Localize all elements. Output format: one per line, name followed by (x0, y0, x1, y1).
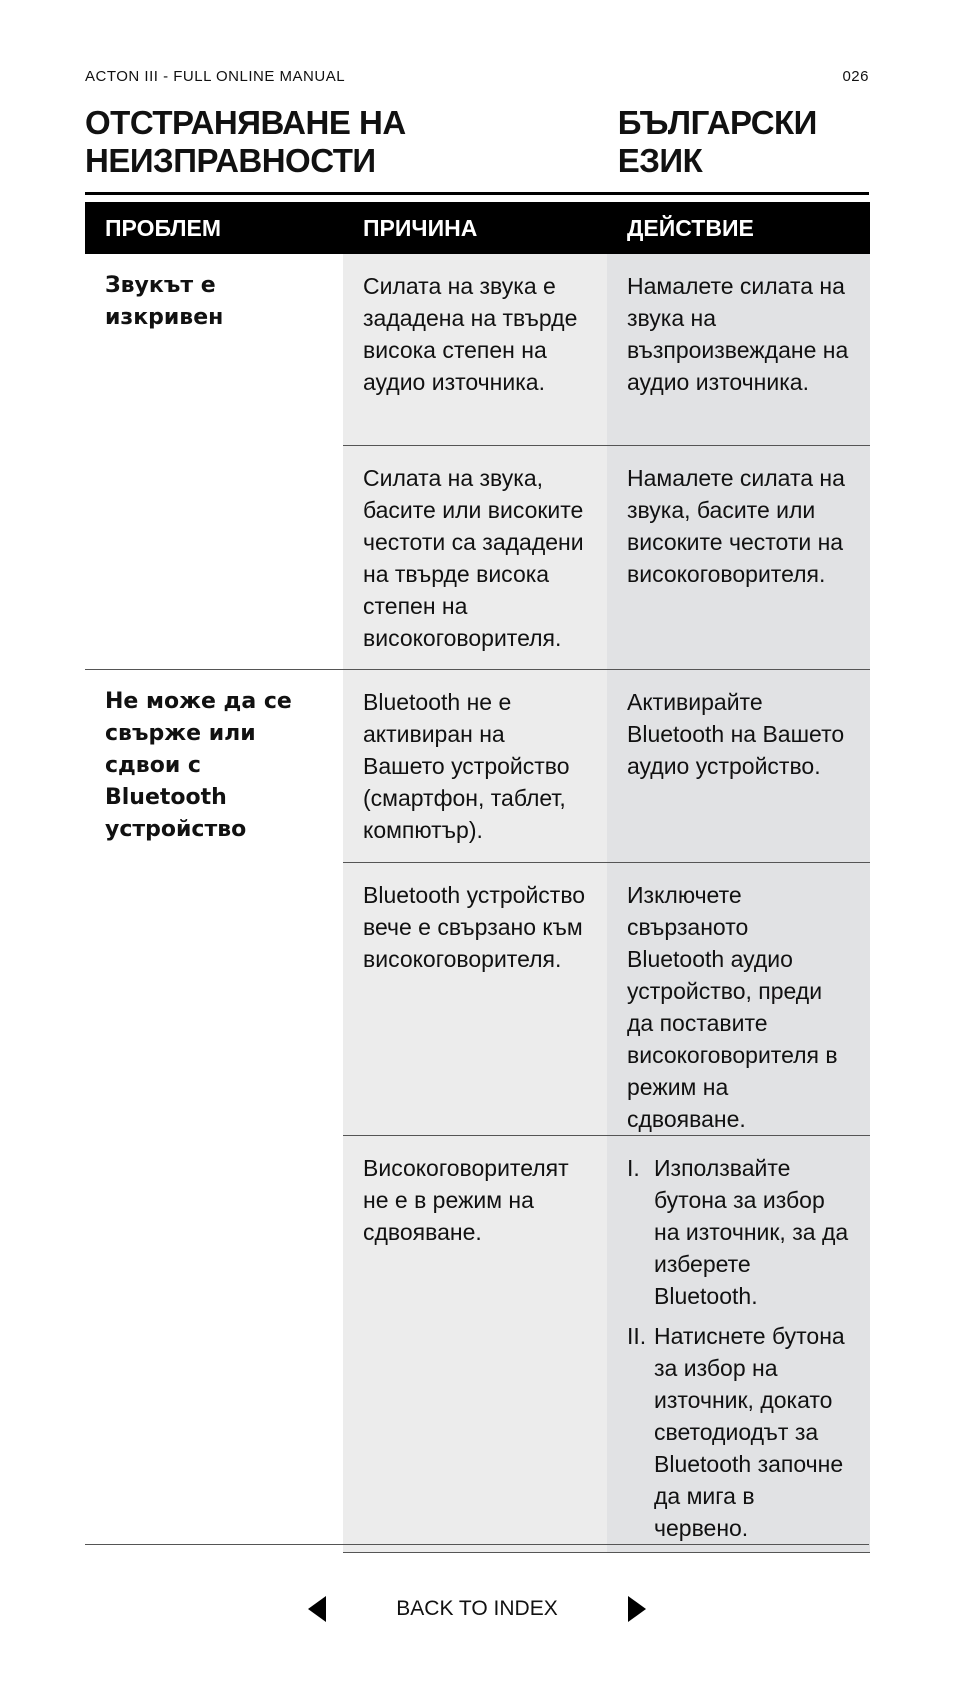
list-item (627, 1320, 850, 1544)
problem-cell: Не може да се свърже или сдвои с Bluetooth устройство (85, 669, 343, 1552)
column-header-cause: ПРИЧИНА (343, 202, 607, 254)
triangle-left-icon[interactable] (308, 1596, 326, 1622)
section-title: ОТСТРАНЯВАНЕ НА НЕИЗПРАВНОСТИ (85, 104, 406, 179)
step-number: II. (627, 1322, 647, 1349)
action-steps (627, 1152, 850, 1544)
action-cell: Изключете свързаното Bluetooth аудио устройство, преди да поставите високоговорителя в режим на сдвояване. (607, 862, 870, 1135)
action-cell (607, 1135, 870, 1552)
cause-cell: Bluetooth устройство вече е свързано към високоговорителя. (343, 862, 607, 1135)
column-header-action: ДЕЙСТВИЕ (607, 202, 870, 254)
problem-cell: Звукът е изкривен (85, 254, 343, 669)
step-text: Използвайте бутона за избор на източник, за да изберете Bluetooth. (654, 1154, 849, 1309)
triangle-right-icon[interactable] (628, 1596, 646, 1622)
language-label: БЪЛГАРСКИ ЕЗИК (617, 104, 817, 179)
column-header-problem: ПРОБЛЕМ (85, 202, 343, 254)
troubleshooting-table (85, 202, 870, 1553)
cause-cell: Силата на звука, басите или високите честоти са зададени на твърде висока степен на високоговорителя. (343, 445, 607, 669)
step-text: Натиснете бутона за избор на източник, докато светодиодът за Bluetooth започне да мига в червено. (654, 1322, 845, 1541)
footer-nav (0, 1596, 954, 1622)
page-number: 026 (842, 68, 869, 85)
step-number: I. (627, 1154, 640, 1181)
action-cell: Активирайте Bluetooth на Вашето аудио устройство. (607, 669, 870, 862)
footer-divider (85, 1544, 869, 1545)
action-cell: Намалете силата на звука, басите или високите честоти на високоговорителя. (607, 445, 870, 669)
action-cell: Намалете силата на звука на възпроизвеждане на аудио източника. (607, 254, 870, 445)
table-row (85, 254, 870, 445)
cause-cell: Силата на звука е зададена на твърде висока степен на аудио източника. (343, 254, 607, 445)
title-row (85, 104, 869, 195)
table-header-row (85, 202, 870, 254)
manual-title: ACTON III - FULL ONLINE MANUAL (85, 68, 346, 85)
top-bar (85, 68, 869, 85)
table-row (85, 669, 870, 862)
back-to-index-link[interactable]: BACK TO INDEX (396, 1597, 558, 1620)
list-item (627, 1152, 850, 1312)
cause-cell: Bluetooth не е активиран на Вашето устройство (смартфон, таблет, компютър). (343, 669, 607, 862)
cause-cell: Високоговорителят не е в режим на сдвояване. (343, 1135, 607, 1552)
